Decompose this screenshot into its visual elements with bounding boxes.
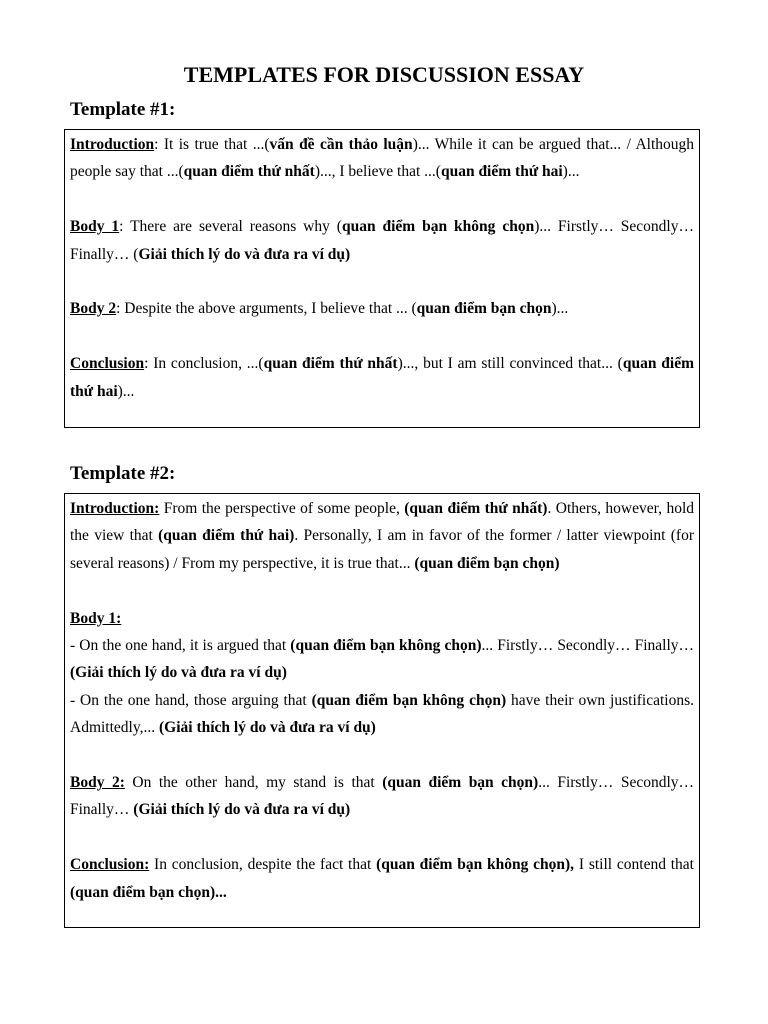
template-2-body-1-label-line (70, 605, 694, 632)
placeholder-bold: (Giải thích lý do và đưa ra ví dụ) (133, 801, 351, 819)
template-2-body-2 (70, 769, 694, 824)
text: )... (117, 382, 135, 400)
template-2-body-1-point-1 (70, 632, 694, 687)
template-2-conclusion (70, 851, 694, 906)
text: : In conclusion, ...( (144, 355, 264, 373)
text: )... Firstly… Secondly… Finally… ( (70, 218, 694, 263)
placeholder-bold: quan điểm thứ nhất (263, 355, 398, 373)
text: From the perspective of some people, (159, 500, 405, 517)
spacer (70, 186, 694, 213)
introduction-label: Introduction: (70, 500, 160, 517)
spacer (70, 742, 694, 769)
text: )... (562, 163, 580, 181)
body-1-label: Body 1: (70, 609, 122, 627)
template-2-body-1-point-2 (70, 687, 694, 742)
placeholder-bold: (quan điểm bạn chọn) (414, 554, 560, 572)
text: . Others, however, hold the view that (70, 500, 695, 545)
spacer (70, 323, 694, 350)
conclusion-label: Conclusion: (70, 856, 150, 874)
placeholder-bold: quan điểm bạn chọn (416, 300, 552, 318)
text: ... Firstly… Secondly… Finally… (481, 637, 695, 655)
template-2-box (64, 493, 700, 928)
spacer (70, 577, 694, 604)
text: : It is true that ...( (154, 136, 270, 153)
template-1-body-1 (70, 213, 694, 268)
placeholder-bold: (Giải thích lý do và đưa ra ví dụ) (158, 719, 376, 737)
body-2-label: Body 2: (70, 774, 125, 792)
placeholder-bold: quan điểm bạn không chọn (341, 218, 535, 236)
text: In conclusion, despite the fact that (149, 856, 377, 874)
text: )..., but I am still convinced that... ( (397, 355, 623, 373)
text: )..., I believe that ...( (314, 163, 441, 181)
text: have their own justifications. Admittedly,... (70, 691, 695, 737)
text: On the other hand, my stand is that (124, 774, 383, 792)
spacer (70, 824, 694, 851)
template-2-introduction (70, 495, 694, 577)
template-1-heading: Template #1: (70, 99, 176, 120)
placeholder-bold: Giải thích lý do và đưa ra ví dụ) (138, 245, 351, 263)
template-1-body-2 (70, 295, 694, 322)
text: )... While it can be argued that... / Although people say that ...( (70, 136, 695, 181)
template-1-introduction (70, 131, 694, 186)
text: ... Firstly… Secondly… Finally… (70, 774, 695, 819)
placeholder-bold: (quan điểm bạn không chọn) (290, 637, 482, 655)
text: . Personally, I am in favor of the former / latter viewpoint (for several reasons) / From my perspective, it is true that... (70, 527, 694, 572)
placeholder-bold: (quan điểm bạn chọn)... (70, 883, 227, 901)
conclusion-label: Conclusion (70, 355, 145, 373)
placeholder-bold: (quan điểm thứ hai) (158, 527, 295, 545)
placeholder-bold: (quan điểm bạn không chọn), (376, 856, 575, 874)
placeholder-bold: quan điểm thứ hai (440, 163, 563, 181)
template-1-conclusion (70, 350, 694, 405)
placeholder-bold: quan điểm thứ nhất (183, 163, 315, 181)
text: I still contend that (574, 856, 694, 874)
text: - On the one hand, it is argued that (70, 637, 291, 655)
introduction-label: Introduction (70, 136, 155, 153)
text: : Despite the above arguments, I believe that ... ( (116, 300, 417, 318)
body-1-label: Body 1 (70, 218, 120, 236)
text: )... (551, 300, 569, 318)
template-2-heading: Template #2: (70, 463, 176, 484)
placeholder-bold: vấn đề cần thảo luận (269, 136, 413, 153)
placeholder-bold: (quan điểm thứ nhất) (404, 500, 548, 517)
body-2-label: Body 2 (70, 300, 117, 318)
template-1-box (64, 129, 700, 428)
placeholder-bold: (quan điểm bạn không chọn) (311, 691, 507, 709)
text: : There are several reasons why ( (119, 218, 342, 236)
placeholder-bold: (quan điểm bạn chọn) (382, 774, 539, 792)
text: - On the one hand, those arguing that (70, 691, 312, 709)
spacer (70, 268, 694, 295)
page-title: TEMPLATES FOR DISCUSSION ESSAY (183, 62, 585, 87)
placeholder-bold: (Giải thích lý do và đưa ra ví dụ) (70, 664, 287, 682)
placeholder-bold: quan điểm thứ hai (70, 355, 694, 400)
